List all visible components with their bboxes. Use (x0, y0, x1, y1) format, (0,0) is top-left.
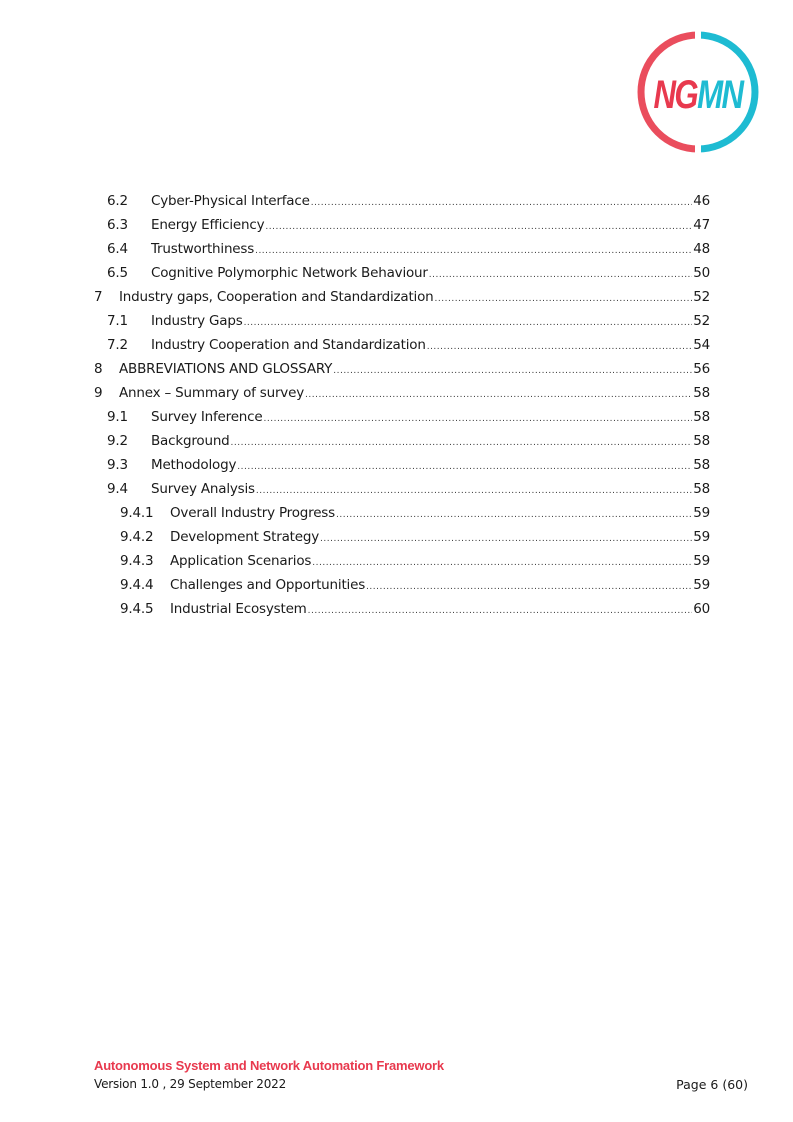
toc-entry-number: 6.4 (107, 241, 128, 257)
toc-entry-page: 58 (693, 409, 710, 425)
toc-entry-page: 58 (693, 433, 710, 449)
toc-dot-leader (435, 287, 693, 311)
toc-entry[interactable] (94, 549, 710, 573)
toc-entry[interactable] (94, 525, 710, 549)
toc-entry-page: 58 (693, 385, 710, 401)
toc-entry-page: 46 (693, 193, 710, 209)
ngmn-logo (636, 30, 760, 154)
toc-entry-number: 8 (94, 361, 103, 377)
toc-entry[interactable] (94, 261, 710, 285)
logo-text-mn: MN (697, 72, 743, 117)
toc-entry-page: 47 (693, 217, 710, 233)
toc-entry-title: Overall Industry Progress (170, 505, 335, 521)
toc-entry-number: 9.4.2 (120, 529, 154, 545)
toc-entry-number: 9.4.5 (120, 601, 154, 617)
toc-dot-leader (305, 383, 692, 407)
toc-entry-page: 58 (693, 481, 710, 497)
toc-entry-title: Background (151, 433, 230, 449)
toc-dot-leader (231, 431, 693, 455)
toc-entry-title: Challenges and Opportunities (170, 577, 366, 593)
toc-entry[interactable] (94, 357, 710, 381)
toc-entry[interactable] (94, 573, 710, 597)
toc-entry[interactable] (94, 237, 710, 261)
toc-entry-number: 9.1 (107, 409, 128, 425)
toc-entry-title: Development Strategy (170, 529, 320, 545)
toc-entry-page: 48 (693, 241, 710, 257)
toc-entry-number: 9 (94, 385, 103, 401)
toc-entry-title: Survey Inference (151, 409, 263, 425)
toc-entry-title: Annex – Summary of survey (119, 385, 304, 401)
toc-entry-number: 9.4.1 (120, 505, 154, 521)
toc-entry-number: 9.4 (107, 481, 128, 497)
toc-entry-number: 6.3 (107, 217, 128, 233)
toc-dot-leader (237, 455, 692, 479)
toc-entry-title: Industry Gaps (151, 313, 243, 329)
toc-dot-leader (308, 599, 693, 623)
toc-entry-page: 59 (693, 505, 710, 521)
toc-entry-title: Cognitive Polymorphic Network Behaviour (151, 265, 428, 281)
toc-entry-number: 9.3 (107, 457, 128, 473)
toc-dot-leader (320, 527, 692, 551)
toc-dot-leader (366, 575, 692, 599)
toc-entry-page: 56 (693, 361, 710, 377)
toc-entry-number: 7.1 (107, 313, 128, 329)
footer-document-title: Autonomous System and Network Automation Framework (94, 1058, 444, 1073)
toc-entry-page: 60 (693, 601, 710, 617)
toc-entry[interactable] (94, 477, 710, 501)
logo-text (653, 72, 745, 117)
toc-entry-page: 58 (693, 457, 710, 473)
toc-entry[interactable] (94, 453, 710, 477)
footer-page-number: Page 6 (60) (676, 1077, 748, 1092)
toc-entry-page: 52 (693, 289, 710, 305)
logo-text-ng: NG (653, 72, 698, 117)
toc-entry-number: 9.2 (107, 433, 128, 449)
toc-dot-leader (333, 359, 692, 383)
toc-entry-page: 52 (693, 313, 710, 329)
toc-entry-number: 7 (94, 289, 103, 305)
toc-entry[interactable] (94, 405, 710, 429)
toc-entry[interactable] (94, 285, 710, 309)
toc-dot-leader (265, 215, 692, 239)
toc-entry-title: Cyber-Physical Interface (151, 193, 310, 209)
toc-entry-page: 54 (693, 337, 710, 353)
toc-entry[interactable] (94, 381, 710, 405)
toc-entry-number: 7.2 (107, 337, 128, 353)
toc-entry-page: 59 (693, 529, 710, 545)
toc-entry-page: 50 (693, 265, 710, 281)
toc-dot-leader (264, 407, 693, 431)
toc-entry-title: Trustworthiness (151, 241, 255, 257)
toc-entry-number: 9.4.4 (120, 577, 154, 593)
logo-ring-gap-top (695, 30, 701, 42)
toc-entry-number: 9.4.3 (120, 553, 154, 569)
toc-entry[interactable] (94, 501, 710, 525)
toc-entry-title: Industry Cooperation and Standardization (151, 337, 426, 353)
toc-entry-number: 6.5 (107, 265, 128, 281)
toc-dot-leader (255, 239, 692, 263)
toc-entry-number: 6.2 (107, 193, 128, 209)
toc-entry-title: Industrial Ecosystem (170, 601, 307, 617)
toc-entry[interactable] (94, 429, 710, 453)
toc-entry-title: Industry gaps, Cooperation and Standardization (119, 289, 434, 305)
table-of-contents (94, 189, 710, 621)
toc-entry-title: Energy Efficiency (151, 217, 265, 233)
toc-dot-leader (256, 479, 692, 503)
toc-dot-leader (312, 551, 692, 575)
toc-dot-leader (336, 503, 692, 527)
logo-ring-gap-bottom (695, 142, 701, 154)
toc-entry-page: 59 (693, 553, 710, 569)
footer-version: Version 1.0 , 29 September 2022 (94, 1077, 287, 1091)
toc-entry[interactable] (94, 333, 710, 357)
toc-entry-title: ABBREVIATIONS AND GLOSSARY (119, 361, 333, 377)
toc-dot-leader (244, 311, 693, 335)
toc-entry-title: Survey Analysis (151, 481, 255, 497)
toc-entry[interactable] (94, 213, 710, 237)
toc-entry-title: Methodology (151, 457, 237, 473)
toc-entry-page: 59 (693, 577, 710, 593)
toc-entry[interactable] (94, 189, 710, 213)
toc-entry[interactable] (94, 597, 710, 621)
toc-entry-title: Application Scenarios (170, 553, 312, 569)
toc-dot-leader (427, 335, 693, 359)
toc-entry[interactable] (94, 309, 710, 333)
toc-dot-leader (311, 191, 693, 215)
toc-dot-leader (429, 263, 692, 287)
